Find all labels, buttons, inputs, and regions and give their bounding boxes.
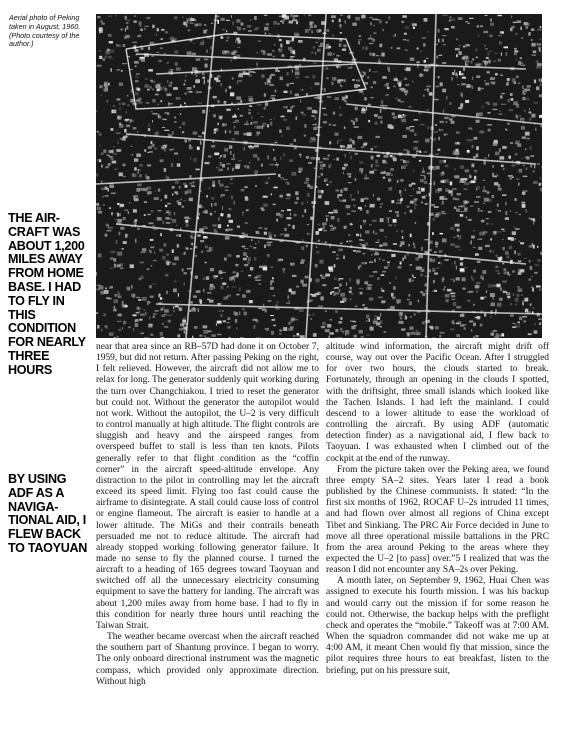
text-column-1 <box>96 342 319 722</box>
aerial-photo-image <box>96 14 542 338</box>
paragraph: A month later, on September 9, 1962, Huai Chen was assigned to execute his fourth mission. I was his backup and would carry out the mission if for some reason he could not. Otherwise, the backup helps with the preflight check and operates the “mobile.” Takeoff was at 7:00 AM. When the squadron commander did not wake me up at 4:00 AM, it meant Chen would fly that mission, since the pilot requires three hours to eat breakfast, listen to the briefing, put on his pressure suit, <box>326 576 549 676</box>
text-column-2 <box>326 342 549 722</box>
pullquote-2: BY USING ADF AS A NAVIGA- TIONAL AID, I FLEW BACK TO TAOYUAN <box>8 472 88 555</box>
paragraph: near that area since an RB–57D had done it on October 7, 1959, but did not return. After passing Peking on the right, I felt relieved. However, the aircraft did not allow me to relax for long. The generator suddenly quit working during the turn over Changchiakou. I tried to reset the generator but could not. Without the generator the autopilot would not work. Without the autopilot, the U–2 is very difficult to control manually at high altitude. The flight controls are sluggish and heavy and the airspeed ranges from overspeed buffet to stall is less than ten knots. Pilots generally refer to that flight condition as the “coffin corner” in the aircraft speed-altitude envelope. Any distraction to the pilot in controlling may let the aircraft exceed its speed limit. Flying too fast could cause the airframe to disintegrate. A stall could cause loss of control or engine flameout. The aircraft is easier to handle at a lower altitude. The MiGs and their contrails beneath persuaded me not to reduce altitude. The aircraft had already stopped working following generator failure. It made no sense to fly the planned course. I turned the aircraft to a heading of 165 degrees toward Taoyuan and switched off all the unnecessary electricity consuming equipment to save the battery for landing. The aircraft was about 1,200 miles away from home base. I had to fly in this condition for nearly three hours until reaching the Taiwan Strait. <box>96 342 319 631</box>
paragraph: altitude wind information, the aircraft might drift off course, way out over the Pacific Ocean. After I struggled for over two hours, the clouds started to break. Fortunately, through an opening in the clouds I spotted, with the driftsight, three small islands which looked like the Tachen Islands. I had left the mainland. I could descend to a lower altitude to ease the workload of controlling the aircraft. By using ADF (automatic detection finder) as a navigational aid, I flew back to Taoyuan. I was exhausted when I climbed out of the cockpit at the end of the runway. <box>326 342 549 464</box>
aerial-photo <box>96 14 542 338</box>
photo-caption: Aerial photo of Peking taken in August, 1960. (Photo courtesy of the author.) <box>9 13 81 49</box>
paragraph: From the picture taken over the Peking area, we found three empty SA–2 sites. Years later I read a book published by the Chinese communists. It stated: “In the first six months of 1962, ROCAF U–2s intruded 11 times, and had flown over almost all regions of China except Tibet and Sinkiang. The PRC Air Force decided in June to move all three operational missile battalions in the PRC from the area around Peking to the areas where they expected the U–2 [to pass] over.”5 I realized that was the reason I did not encounter any SA–2s over Peking. <box>326 464 549 576</box>
pullquote-1: THE AIR- CRAFT WAS ABOUT 1,200 MILES AWAY FROM HOME BASE. I HAD TO FLY IN THIS CONDITION FOR NEARLY THREE HOURS <box>8 211 86 377</box>
paragraph: The weather became overcast when the aircraft reached the southern part of Shantung province. I began to worry. The only onboard directional instrument was the magnetic compass, which provided only approximate direction. Without high <box>96 632 319 687</box>
